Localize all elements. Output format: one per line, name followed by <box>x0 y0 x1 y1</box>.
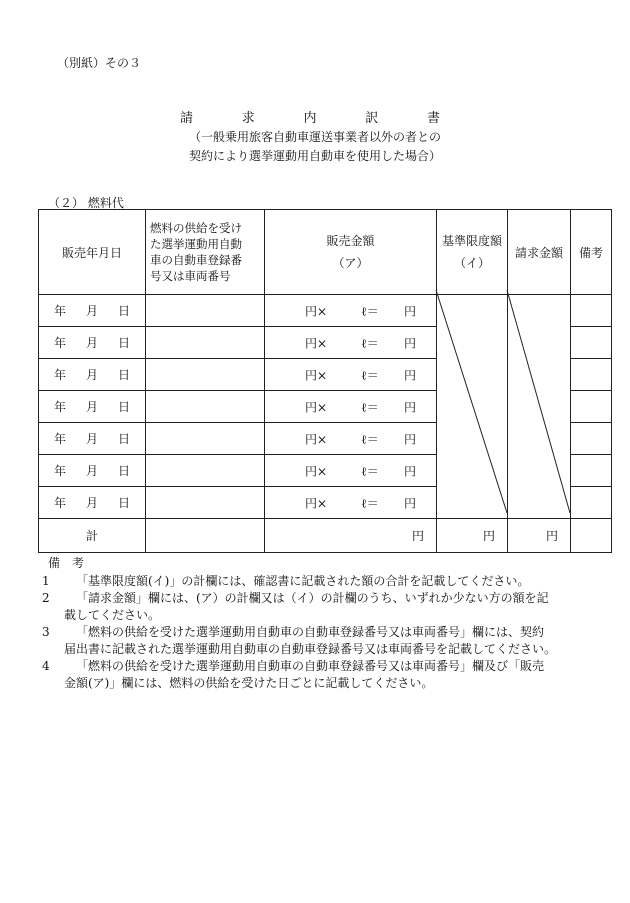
header-row <box>39 210 612 295</box>
header-limit <box>437 210 508 295</box>
remarks-cell[interactable] <box>571 455 612 487</box>
note-item <box>40 573 615 590</box>
yen-result-label: 円 <box>403 400 416 414</box>
header-remarks: 備考 <box>571 210 612 295</box>
vehicle-number-cell[interactable] <box>146 391 265 423</box>
limit-cell <box>437 295 508 327</box>
yen-times-label: 円× <box>305 464 328 478</box>
header-sales-amount <box>265 210 437 295</box>
month-label: 月 <box>85 432 98 446</box>
fuel-cost-table-area <box>38 209 611 548</box>
year-label: 年 <box>53 368 66 382</box>
day-label: 日 <box>118 336 131 350</box>
limit-cell <box>437 359 508 391</box>
yen-times-label: 円× <box>305 400 328 414</box>
note-line: 「基準限度額(イ)」の計欄には、確認書に記載された額の合計を記載してください。 <box>76 574 530 588</box>
sales-amount-cell[interactable] <box>265 391 437 423</box>
vehicle-number-cell[interactable] <box>146 327 265 359</box>
subtitle-line: （一般乗用旅客自動車運送事業者以外の者との <box>188 130 441 144</box>
claim-cell <box>508 487 571 519</box>
yen-result-label: 円 <box>403 368 416 382</box>
yen-result-label: 円 <box>403 496 416 510</box>
note-item <box>40 624 615 658</box>
year-label: 年 <box>53 464 66 478</box>
note-line: 載してください。 <box>64 608 161 622</box>
year-label: 年 <box>53 400 66 414</box>
total-limit-yen: 円 <box>437 519 508 553</box>
month-label: 月 <box>85 400 98 414</box>
yen-result-label: 円 <box>403 464 416 478</box>
header-line: 燃料の供給を受け <box>150 221 242 235</box>
section-label: （２） 燃料代 <box>48 196 124 210</box>
total-sales-yen: 円 <box>265 519 437 553</box>
header-line: 基準限度額 <box>441 234 502 248</box>
annex-label: （別紙）その３ <box>57 56 142 70</box>
header-line: た選挙運動用自動 <box>150 237 242 251</box>
title-char: 訳 <box>365 111 379 126</box>
date-cell[interactable] <box>39 327 146 359</box>
liter-equals-label: ℓ＝ <box>361 464 379 478</box>
limit-cell <box>437 391 508 423</box>
vehicle-number-cell[interactable] <box>146 423 265 455</box>
header-date: 販売年月日 <box>39 210 146 295</box>
claim-cell <box>508 327 571 359</box>
month-label: 月 <box>85 464 98 478</box>
note-line: 「燃料の供給を受けた選挙運動用自動車の自動車登録番号又は車両番号」欄には、契約 <box>76 625 545 639</box>
liter-equals-label: ℓ＝ <box>361 304 379 318</box>
claim-cell <box>508 391 571 423</box>
sales-amount-cell[interactable] <box>265 487 437 519</box>
vehicle-number-cell[interactable] <box>146 487 265 519</box>
claim-cell <box>508 359 571 391</box>
sales-amount-cell[interactable] <box>265 423 437 455</box>
yen-times-label: 円× <box>305 304 328 318</box>
claim-cell <box>508 455 571 487</box>
sales-amount-cell[interactable] <box>265 455 437 487</box>
liter-equals-label: ℓ＝ <box>361 336 379 350</box>
table-row <box>39 359 612 391</box>
title-char: 書 <box>426 111 440 126</box>
remarks-cell[interactable] <box>571 295 612 327</box>
note-line: 金額(ア)」欄には、燃料の供給を受けた日ごとに記載してください。 <box>64 676 434 690</box>
remarks-cell[interactable] <box>571 359 612 391</box>
date-cell[interactable] <box>39 455 146 487</box>
note-number: 4 <box>42 659 50 673</box>
header-line: 車の自動車登録番 <box>150 253 242 267</box>
header-line: 号又は車両番号 <box>150 269 231 283</box>
limit-cell <box>437 487 508 519</box>
document-subtitle <box>0 128 630 166</box>
header-claim: 請求金額 <box>508 210 571 295</box>
liter-equals-label: ℓ＝ <box>361 400 379 414</box>
header-vehicle-number <box>146 210 265 295</box>
yen-result-label: 円 <box>403 336 416 350</box>
date-cell[interactable] <box>39 391 146 423</box>
yen-times-label: 円× <box>305 368 328 382</box>
sales-amount-cell[interactable] <box>265 359 437 391</box>
note-number: 2 <box>42 591 50 605</box>
note-item <box>40 590 615 624</box>
date-cell[interactable] <box>39 295 146 327</box>
claim-cell <box>508 295 571 327</box>
vehicle-number-cell[interactable] <box>146 295 265 327</box>
remarks-cell[interactable] <box>571 327 612 359</box>
document-title <box>180 107 440 126</box>
remarks-cell[interactable] <box>571 423 612 455</box>
total-vehicle-cell <box>146 519 265 553</box>
yen-result-label: 円 <box>403 432 416 446</box>
vehicle-number-cell[interactable] <box>146 455 265 487</box>
table-row <box>39 391 612 423</box>
total-row <box>39 519 612 553</box>
title-char: 求 <box>241 111 255 126</box>
title-char: 請 <box>180 111 194 126</box>
remarks-cell[interactable] <box>571 391 612 423</box>
note-number: 3 <box>42 625 50 639</box>
subtitle-line: 契約により選挙運動用自動車を使用した場合） <box>188 149 441 163</box>
month-label: 月 <box>85 304 98 318</box>
liter-equals-label: ℓ＝ <box>361 432 379 446</box>
header-line: 販売金額 <box>326 234 375 248</box>
table-row <box>39 327 612 359</box>
date-cell[interactable] <box>39 423 146 455</box>
table-row <box>39 423 612 455</box>
liter-equals-label: ℓ＝ <box>361 368 379 382</box>
liter-equals-label: ℓ＝ <box>361 496 379 510</box>
total-claim-yen: 円 <box>508 519 571 553</box>
limit-cell <box>437 327 508 359</box>
header-line: （イ） <box>453 256 490 270</box>
limit-cell <box>437 423 508 455</box>
note-line: 届出書に記載された選挙運動用自動車の自動車登録番号又は車両番号を記載してください。 <box>64 642 557 656</box>
table-row <box>39 455 612 487</box>
year-label: 年 <box>53 496 66 510</box>
notes-list <box>40 573 615 692</box>
year-label: 年 <box>53 336 66 350</box>
total-remarks-cell <box>571 519 612 553</box>
year-label: 年 <box>53 304 66 318</box>
table-row <box>39 487 612 519</box>
title-char: 内 <box>303 111 317 126</box>
day-label: 日 <box>118 496 131 510</box>
day-label: 日 <box>118 432 131 446</box>
yen-times-label: 円× <box>305 336 328 350</box>
date-cell[interactable] <box>39 487 146 519</box>
limit-cell <box>437 455 508 487</box>
sales-amount-cell[interactable] <box>265 295 437 327</box>
month-label: 月 <box>85 368 98 382</box>
day-label: 日 <box>118 400 131 414</box>
vehicle-number-cell[interactable] <box>146 359 265 391</box>
yen-result-label: 円 <box>403 304 416 318</box>
notes-heading: 備 考 <box>48 556 85 570</box>
day-label: 日 <box>118 464 131 478</box>
month-label: 月 <box>85 336 98 350</box>
notes-section <box>40 555 615 692</box>
header-line: （ア） <box>332 256 369 270</box>
day-label: 日 <box>118 304 131 318</box>
remarks-cell[interactable] <box>571 487 612 519</box>
day-label: 日 <box>118 368 131 382</box>
note-line: 「請求金額」欄には、(ア）の計欄又は（イ）の計欄のうち、いずれか少ない方の額を記 <box>76 591 549 605</box>
claim-cell <box>508 423 571 455</box>
note-item <box>40 658 615 692</box>
fuel-cost-table <box>38 209 612 553</box>
table-row <box>39 295 612 327</box>
sales-amount-cell[interactable] <box>265 327 437 359</box>
total-label: 計 <box>39 519 146 553</box>
yen-times-label: 円× <box>305 496 328 510</box>
note-line: 「燃料の供給を受けた選挙運動用自動車の自動車登録番号又は車両番号」欄及び「販売 <box>76 659 545 673</box>
year-label: 年 <box>53 432 66 446</box>
note-number: 1 <box>42 574 50 588</box>
date-cell[interactable] <box>39 359 146 391</box>
month-label: 月 <box>85 496 98 510</box>
yen-times-label: 円× <box>305 432 328 446</box>
